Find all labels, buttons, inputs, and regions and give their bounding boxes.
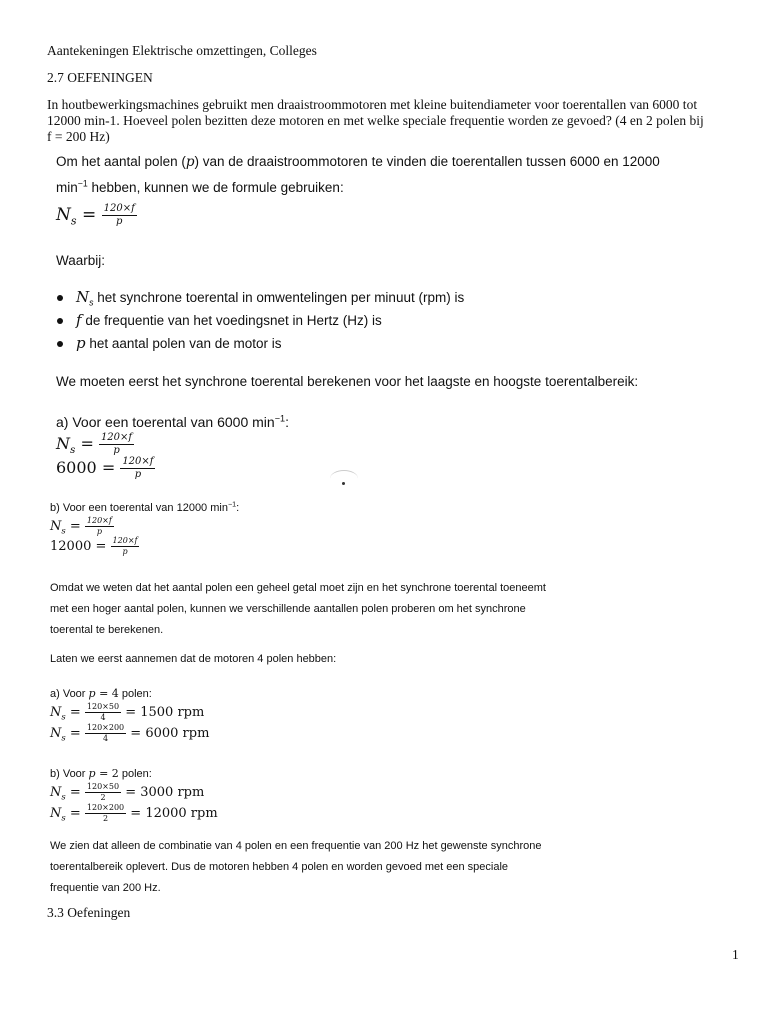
conclusion-line: We zien dat alleen de combinatie van 4 polen en een frequentie van 200 Hz het gewenste synchrone bbox=[50, 840, 542, 852]
equation-line: $N_s$ = $\frac{120\times 50}{4}$ = 1500 rpm bbox=[50, 702, 205, 722]
case-a-equations bbox=[56, 432, 155, 480]
p2-heading: b) Voor p = 2 polen: bbox=[50, 767, 152, 780]
p4-equations bbox=[50, 702, 209, 744]
equation-line: 6000 = $\frac{120\times f}{p}$ bbox=[56, 456, 154, 480]
list-item: p het aantal polen van de motor is bbox=[56, 334, 464, 357]
p4-heading: a) Voor p = 4 polen: bbox=[50, 687, 152, 700]
section-heading: 2.7 OEFENINGEN bbox=[47, 70, 153, 85]
list-item: f de frequentie van het voedingsnet in Hertz (Hz) is bbox=[56, 311, 464, 334]
definition-list bbox=[56, 288, 464, 357]
assume-text: Laten we eerst aannemen dat de motoren 4 polen hebben: bbox=[50, 653, 337, 665]
equation-line: $N_s$ = $\frac{120\times f}{p}$ bbox=[56, 432, 133, 457]
question-line: 12000 min-1. Hoeveel polen bezitten deze motoren en met welke speciale frequentie worden ze gevoed? (4 en 2 polen bij bbox=[47, 113, 704, 128]
cursor-dot-icon bbox=[342, 482, 345, 485]
reasoning-paragraph bbox=[50, 578, 546, 641]
reasoning-line: met een hoger aantal polen, kunnen we verschillende aantallen polen proberen om het synchrone bbox=[50, 603, 526, 615]
formula-fraction: $\frac{120\times f}{p}$ bbox=[103, 203, 135, 227]
equation-line: $N_s$ = $\frac{120\times 200}{4}$ = 6000 rpm bbox=[50, 723, 210, 743]
answer-intro bbox=[56, 149, 660, 201]
page-number: 1 bbox=[732, 947, 739, 962]
case-b-heading: b) Voor een toerental van 12000 $\min^{-1}$: bbox=[50, 500, 240, 514]
document-header: Aantekeningen Elektrische omzettingen, Colleges bbox=[47, 43, 317, 58]
equation-line: $N_s$ = $\frac{120\times 50}{2}$ = 3000 rpm bbox=[50, 782, 205, 802]
waarbij-label: Waarbij: bbox=[56, 253, 106, 268]
bullet-icon bbox=[57, 318, 63, 324]
question-text bbox=[47, 97, 704, 145]
case-a-heading: a) Voor een toerental van 6000 $\min^{-1}$: bbox=[56, 413, 289, 430]
intro-line: Om het aantal polen (p) van de draaistroommotoren te vinden die toerentallen tussen 6000 en 12000 bbox=[56, 154, 660, 170]
main-formula: $N_s$ = $\frac{120\times f}{p}$ bbox=[56, 203, 135, 228]
bullet-icon bbox=[57, 295, 63, 301]
bullet-icon bbox=[57, 341, 63, 347]
step-text: We moeten eerst het synchrone toerental berekenen voor het laagste en hoogste toerentalbereik: bbox=[56, 374, 639, 389]
p2-equations bbox=[50, 782, 218, 824]
equation-line: $N_s$ = $\frac{120\times 200}{2}$ = 12000 rpm bbox=[50, 803, 218, 823]
reasoning-line: Omdat we weten dat het aantal polen een geheel getal moet zijn en het synchrone toerental toeneemt bbox=[50, 582, 546, 594]
equation-line: 12000 = $\frac{120\times f}{p}$ bbox=[50, 536, 138, 556]
section-heading-2: 3.3 Oefeningen bbox=[47, 905, 131, 920]
case-b-equations bbox=[50, 517, 139, 557]
reasoning-line: toerental te berekenen. bbox=[50, 624, 164, 636]
list-item: $N_s$ het synchrone toerental in omwentelingen per minuut (rpm) is bbox=[56, 288, 464, 311]
question-line: f = 200 Hz) bbox=[47, 129, 110, 144]
conclusion-line: frequentie van 200 Hz. bbox=[50, 882, 161, 894]
conclusion-line: toerentalbereik oplevert. Dus de motoren hebben 4 polen en worden gevoed met een speciale bbox=[50, 861, 509, 873]
question-line: In houtbewerkingsmachines gebruikt men draaistroommotoren met kleine buitendiameter voor toerentallen van 6000 tot bbox=[47, 97, 698, 112]
intro-line: $\min^{-1}$ hebben, kunnen we de formule gebruiken: bbox=[56, 178, 344, 195]
conclusion-paragraph bbox=[50, 836, 541, 899]
equation-line: $N_s$ = $\frac{120\times f}{p}$ bbox=[50, 516, 112, 536]
